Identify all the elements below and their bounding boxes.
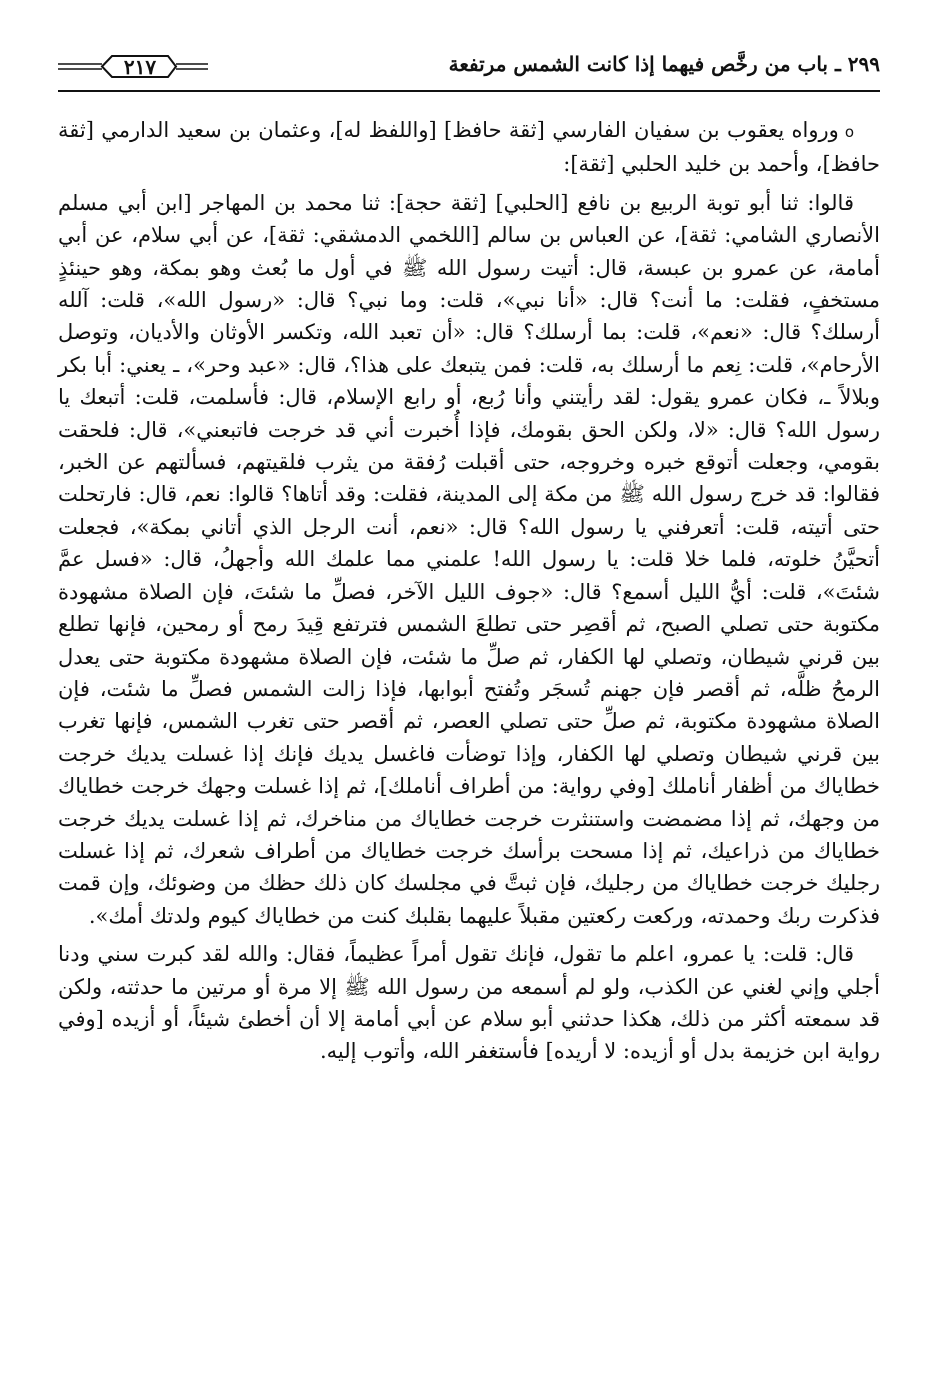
body-text	[58, 114, 880, 1068]
page-number-badge	[58, 54, 208, 80]
page-number: ٢١٧	[123, 55, 157, 79]
paragraph-2-text: قالوا: ثنا أبو توبة الربيع بن نافع [الحلبي] [ثقة حجة]: ثنا محمد بن المهاجر [ابن أبي مسلم الأنصاري الشامي: ثقة]، عن العباس بن سالم [اللخمي الدمشقي: ثقة]، عن أبي سلام، عن أبي أمامة، عن عمرو بن عبسة، قال: أتيت رسول الله ﷺ في أول ما بُعث وهو بمكة، وهو حينئذٍ مستخفٍ، فقلت: ما أنت؟ قال: «أنا نبي»، قلت: وما نبي؟ قال: «رسول الله»، قلت: آلله أرسلك؟ قال: «نعم»، قلت: بما أرسلك؟ قال: «أن تعبد الله، وتكسر الأوثان والأديان، وتوصل الأرحام»، قلت: نِعم ما أرسلك به، قلت: فمن يتبعك على هذا؟، قال: «عبد وحر»، ـ يعني: أبا بكر وبلالاً ـ، فكان عمرو يقول: لقد رأيتني وأنا رُبع، أو رابع الإسلام، قال: فأسلمت، قلت: أتبعك يا رسول الله؟ قال: «لا، ولكن الحق بقومك، فإذا أُخبرت أني قد خرجت فاتبعني»، قال: فلحقت بقومي، وجعلت أتوقع خبره وخروجه، حتى أقبلت رُفقة من يثرب فلقيتهم، فسألتهم عن الخبر، فقالوا: قد خرج رسول الله ﷺ من مكة إلى المدينة، فقلت: وقد أتاها؟ قالوا: نعم، قال: فارتحلت حتى أتيته، قلت: أتعرفني يا رسول الله؟ قال: «نعم، أنت الرجل الذي أتاني بمكة»، فجعلت أتحيَّنُ خلوته، فلما خلا قلت: يا رسول الله! علمني مما علمك الله وأجهلُ، قال: «فسل عمَّ شئتَ»، قلت: أيُّ الليل أسمع؟ قال: «جوف الليل الآخر، فصلِّ ما شئتَ، فإن الصلاة مشهودة مكتوبة حتى تصلي الصبح، ثم أقصِر حتى تطلعَ الشمس فترتفع قِيدَ رمح أو رمحين، فإنها تطلع بين قرني شيطان، وتصلي لها الكفار، ثم صلِّ ما شئت، فإن الصلاة مشهودة مكتوبة حتى يعدل الرمحُ ظلَّه، ثم أقصر فإن جهنم تُسجَر وتُفتح أبوابها، فإذا زالت الشمس فصلِّ ما شئت، فإن الصلاة مشهودة مكتوبة، ثم صلِّ حتى تصلي العصر، ثم أقصر حتى تغرب الشمس، فإنها تغرب بين قرني شيطان وتصلي لها الكفار، وإذا توضأت فاغسل يديك فإنك إذا غسلت يديك خرجت خطاياك من أظفار أناملك [وفي رواية: من أطراف أناملك]، ثم إذا غسلت وجهك خرجت خطاياك من وجهك، ثم إذا مضمضت واستنثرت خرجت خطاياك من مناخرك، ثم إذا غسلت يديك خرجت خطاياك من ذراعيك، ثم إذا مسحت برأسك خرجت خطاياك من أطراف شعرك، ثم إذا غسلت رجليك خرجت خطاياك من رجليك، فإن ثبتَّ في مجلسك كان ذلك حظك من وضوئك، وإن قمت فذكرت ربك وحمدته، وركعت ركعتين مقبلاً عليهما بقلبك كنت من خطاياك كيوم ولدتك أمك».	[58, 190, 880, 928]
bullet-icon: o	[844, 123, 854, 141]
book-page	[58, 40, 880, 1330]
paragraph-3-text: قال: قلت: يا عمرو، اعلم ما تقول، فإنك تقول أمراً عظيماً، فقال: والله لقد كبرت سني ودنا أجلي وإني لغني عن الكذب، ولو لم أسمعه من رسول الله ﷺ إلا مرة أو مرتين ما حدثته، ولكن قد سمعته أكثر من ذلك، هكذا حدثني أبو سلام عن أبي أمامة إلا أن أخطئ شيئاً، أو أزيده [وفي رواية ابن خزيمة بدل أو أزيده: لا أريده] فأستغفر الله، وأتوب إليه.	[58, 942, 880, 1064]
paragraph-1	[58, 114, 880, 181]
paragraph-3	[58, 938, 880, 1068]
running-header	[58, 40, 880, 92]
chapter-title: ٢٩٩ ـ باب من رخَّص فيهما إذا كانت الشمس مرتفعة	[448, 52, 880, 76]
paragraph-1-text: ورواه يعقوب بن سفيان الفارسي [ثقة حافظ] [واللفظ له]، وعثمان بن سعيد الدارمي [ثقة حافظ]، وأحمد بن خليد الحلبي [ثقة]:	[58, 118, 880, 177]
paragraph-2	[58, 187, 880, 932]
